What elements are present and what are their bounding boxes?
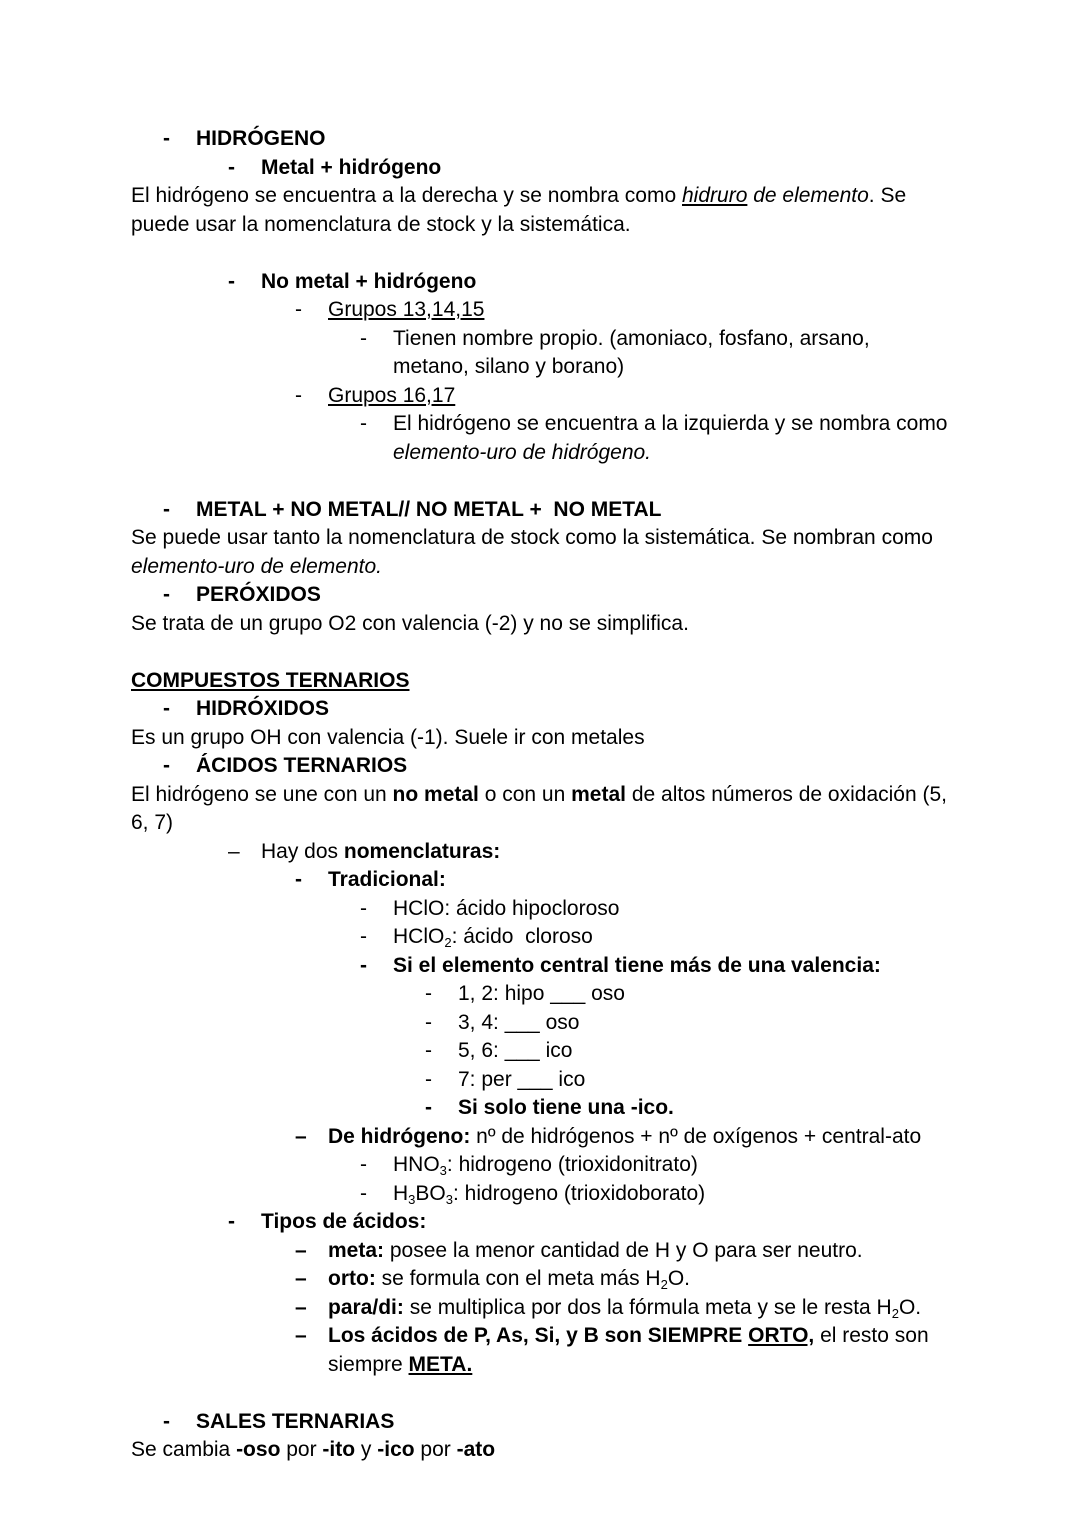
text-run: Es un grupo OH con valencia (-1). Suele ir con metales <box>131 725 645 749</box>
list-item <box>295 1123 949 1152</box>
text-run: 3 <box>445 1191 453 1207</box>
list-item <box>425 1094 949 1123</box>
text-run: : hidrogeno (trioxidoborato) <box>452 1181 706 1205</box>
text-run: 1, 2: hipo ___ oso <box>458 982 625 1005</box>
blank-line <box>131 239 949 268</box>
list-item-text <box>393 952 949 981</box>
paragraph <box>131 724 949 753</box>
text-run: elemento-uro de elemento. <box>131 554 382 578</box>
list-item-text <box>328 866 949 895</box>
text-run: Metal + hidrógeno <box>261 155 442 179</box>
paragraph <box>131 781 953 838</box>
text-run: 5, 6: ___ ico <box>458 1039 573 1062</box>
list-item <box>425 1066 949 1095</box>
dash-bullet: - <box>425 1010 432 1034</box>
text-run: orto: <box>328 1267 376 1290</box>
text-run: . Se puede usar la nomenclatura de stock y la sistemática. <box>131 184 912 236</box>
dash-bullet: – <box>295 1267 307 1290</box>
text-run: 3, 4: ___ oso <box>458 1010 580 1034</box>
text-run: metal <box>571 782 626 806</box>
list-item-text <box>458 1094 949 1123</box>
text-run: se formula con el meta más H <box>375 1267 661 1290</box>
list-item <box>360 895 949 924</box>
text-run: -ico <box>377 1438 415 1461</box>
text-run: y <box>355 1438 378 1461</box>
list-item-text <box>196 752 949 781</box>
text-run: Si el elemento central tiene más de una valencia: <box>393 953 881 977</box>
paragraph <box>131 524 949 581</box>
list-item-text <box>458 1066 949 1095</box>
text-run: o con un <box>478 782 572 806</box>
list-item-text <box>393 1151 949 1180</box>
list-item-text <box>393 895 949 924</box>
text-run: no metal <box>392 782 479 806</box>
list-item <box>295 1322 949 1379</box>
text-run: El hidrógeno se une con un <box>131 782 393 806</box>
text-run: 2 <box>891 1305 899 1321</box>
text-run: : ácido cloroso <box>451 925 593 948</box>
text-run: Si solo tiene una -ico. <box>458 1096 674 1119</box>
dash-bullet: - <box>425 982 432 1005</box>
list-item-text <box>261 1208 949 1237</box>
paragraph <box>131 610 949 639</box>
list-item-text <box>196 125 949 154</box>
list-item <box>228 268 949 297</box>
list-item-text <box>458 980 949 1009</box>
dash-bullet: - <box>163 127 170 150</box>
list-item-text <box>328 1322 949 1379</box>
dash-bullet: - <box>360 326 367 350</box>
text-run: se multiplica por dos la fórmula meta y se le resta H <box>403 1295 892 1319</box>
dash-bullet: - <box>228 1210 235 1233</box>
text-run: El hidrógeno se encuentra a la derecha y se nombra como <box>131 184 682 207</box>
text-run: -oso <box>236 1438 281 1461</box>
list-item-text <box>196 496 949 525</box>
dash-bullet: – <box>295 1124 307 1148</box>
list-item <box>360 923 949 952</box>
dash-bullet: - <box>228 155 235 179</box>
text-run: Tradicional: <box>328 868 446 891</box>
list-item <box>228 154 949 183</box>
text-run: nº de hidrógenos + nº de oxígenos + central-ato <box>470 1124 922 1148</box>
text-run: Los ácidos de P, As, Si, y B son SIEMPRE <box>328 1324 749 1347</box>
text-run: -ito <box>322 1438 356 1461</box>
text-run: hidruro <box>682 184 748 207</box>
paragraph <box>131 1436 949 1465</box>
list-item-text <box>261 268 949 297</box>
list-item-text <box>196 581 949 610</box>
list-item <box>360 325 949 382</box>
list-item <box>295 382 949 411</box>
list-item <box>163 125 949 154</box>
list-item <box>360 1151 949 1180</box>
text-run: Grupos 16,17 <box>328 383 456 407</box>
dash-bullet: – <box>228 839 240 863</box>
dash-bullet: – <box>295 1238 307 1262</box>
list-item-text <box>196 695 949 724</box>
list-item <box>295 1265 949 1294</box>
list-item-text <box>458 1037 949 1066</box>
list-item-text <box>393 1180 949 1209</box>
dash-bullet: - <box>425 1067 432 1091</box>
text-run: HClO: ácido hipocloroso <box>393 896 620 920</box>
list-item <box>295 1294 949 1323</box>
dash-bullet: - <box>360 896 367 920</box>
text-run: 7: per ___ ico <box>458 1067 586 1091</box>
dash-bullet: - <box>163 1409 170 1433</box>
text-run: meta: <box>328 1238 385 1262</box>
dash-bullet: - <box>163 754 170 777</box>
text-run: 2 <box>660 1277 668 1292</box>
text-run: HNO <box>393 1153 440 1176</box>
list-item-text <box>328 1294 949 1323</box>
list-item-text <box>328 1265 949 1294</box>
text-run: para/di: <box>328 1295 404 1319</box>
dash-bullet: - <box>163 583 170 606</box>
blank-line <box>131 467 949 496</box>
blank-line <box>131 638 949 667</box>
text-run: HIDRÓXIDOS <box>196 697 330 720</box>
list-item <box>295 866 949 895</box>
text-run: 3 <box>439 1163 447 1178</box>
text-run: de altos números de oxidación (5, 6, 7) <box>131 782 953 834</box>
text-run: BO <box>415 1181 446 1205</box>
dash-bullet: - <box>360 1181 367 1205</box>
dash-bullet: - <box>425 1039 432 1062</box>
dash-bullet: – <box>295 1324 307 1347</box>
list-item <box>360 952 949 981</box>
text-run: COMPUESTOS TERNARIOS <box>131 668 410 692</box>
list-item <box>425 1009 949 1038</box>
text-run: HIDRÓGENO <box>196 127 326 150</box>
dash-bullet: - <box>360 412 367 435</box>
text-run: por <box>414 1438 457 1461</box>
text-run: De hidrógeno: <box>328 1124 471 1148</box>
list-item-text <box>261 838 949 867</box>
dash-bullet: - <box>295 868 302 891</box>
text-run: Se cambia <box>131 1438 237 1461</box>
text-run: -ato <box>456 1438 496 1461</box>
text-run: META. <box>408 1352 473 1376</box>
text-run: O. <box>667 1267 691 1290</box>
text-run: elemento-uro de hidrógeno. <box>393 440 652 464</box>
list-item-text <box>393 923 949 952</box>
list-item-text <box>328 296 949 325</box>
text-run: Tipos de ácidos: <box>261 1210 427 1233</box>
paragraph <box>131 667 949 696</box>
dash-bullet: - <box>360 953 367 977</box>
list-item <box>228 1208 949 1237</box>
document-body <box>131 125 954 1465</box>
list-item <box>163 581 949 610</box>
list-item <box>425 1037 949 1066</box>
dash-bullet: - <box>163 497 170 521</box>
dash-bullet: - <box>295 298 302 321</box>
text-run: : hidrogeno (trioxidonitrato) <box>446 1153 698 1176</box>
text-run: de elemento <box>747 184 869 207</box>
list-item <box>360 1180 949 1209</box>
list-item <box>163 1408 949 1437</box>
text-run: O. <box>898 1295 922 1319</box>
dash-bullet: - <box>228 269 235 293</box>
text-run: METAL + NO METAL// NO METAL + NO METAL <box>196 497 662 521</box>
text-run: ÁCIDOS TERNARIOS <box>196 754 408 777</box>
text-run: Hay dos <box>261 839 344 863</box>
list-item-text <box>393 410 954 467</box>
text-run: Se puede usar tanto la nomenclatura de stock como la sistemática. Se nombran como <box>131 526 939 549</box>
text-run: HClO <box>393 925 445 948</box>
text-run: nomenclaturas: <box>343 839 501 863</box>
dash-bullet: - <box>360 925 367 948</box>
text-run: ORTO, <box>748 1324 815 1347</box>
text-run: Se trata de un grupo O2 con valencia (-2) y no se simplifica. <box>131 611 689 635</box>
list-item <box>295 296 949 325</box>
list-item <box>228 838 949 867</box>
list-item-text <box>328 1237 949 1266</box>
text-run: por <box>280 1438 323 1461</box>
text-run: H <box>393 1181 409 1205</box>
text-run: No metal + hidrógeno <box>261 269 477 293</box>
text-run: 3 <box>408 1191 416 1207</box>
list-item-text <box>458 1009 949 1038</box>
dash-bullet: - <box>163 697 170 720</box>
list-item <box>163 695 949 724</box>
text-run: 2 <box>444 935 452 950</box>
list-item <box>163 496 949 525</box>
list-item-text <box>328 1123 949 1152</box>
list-item <box>295 1237 949 1266</box>
dash-bullet: - <box>360 1153 367 1176</box>
text-run: posee la menor cantidad de H y O para ser neutro. <box>384 1238 863 1262</box>
text-run: PERÓXIDOS <box>196 583 321 606</box>
blank-line <box>131 1379 949 1408</box>
dash-bullet: – <box>295 1295 307 1319</box>
list-item <box>360 410 954 467</box>
list-item-text <box>261 154 949 183</box>
list-item-text <box>393 325 949 382</box>
text-run: SALES TERNARIAS <box>196 1409 395 1433</box>
paragraph <box>131 182 949 239</box>
text-run: el resto son siempre <box>328 1324 935 1376</box>
list-item-text <box>328 382 949 411</box>
list-item-text <box>196 1408 949 1437</box>
list-item <box>163 752 949 781</box>
dash-bullet: - <box>425 1096 432 1119</box>
dash-bullet: - <box>295 383 302 407</box>
text-run: El hidrógeno se encuentra a la izquierda y se nombra como <box>393 412 954 435</box>
text-run: Tienen nombre propio. (amoniaco, fosfano, arsano, metano, silano y borano) <box>393 326 876 378</box>
list-item <box>425 980 949 1009</box>
text-run: Grupos 13,14,15 <box>328 298 485 321</box>
